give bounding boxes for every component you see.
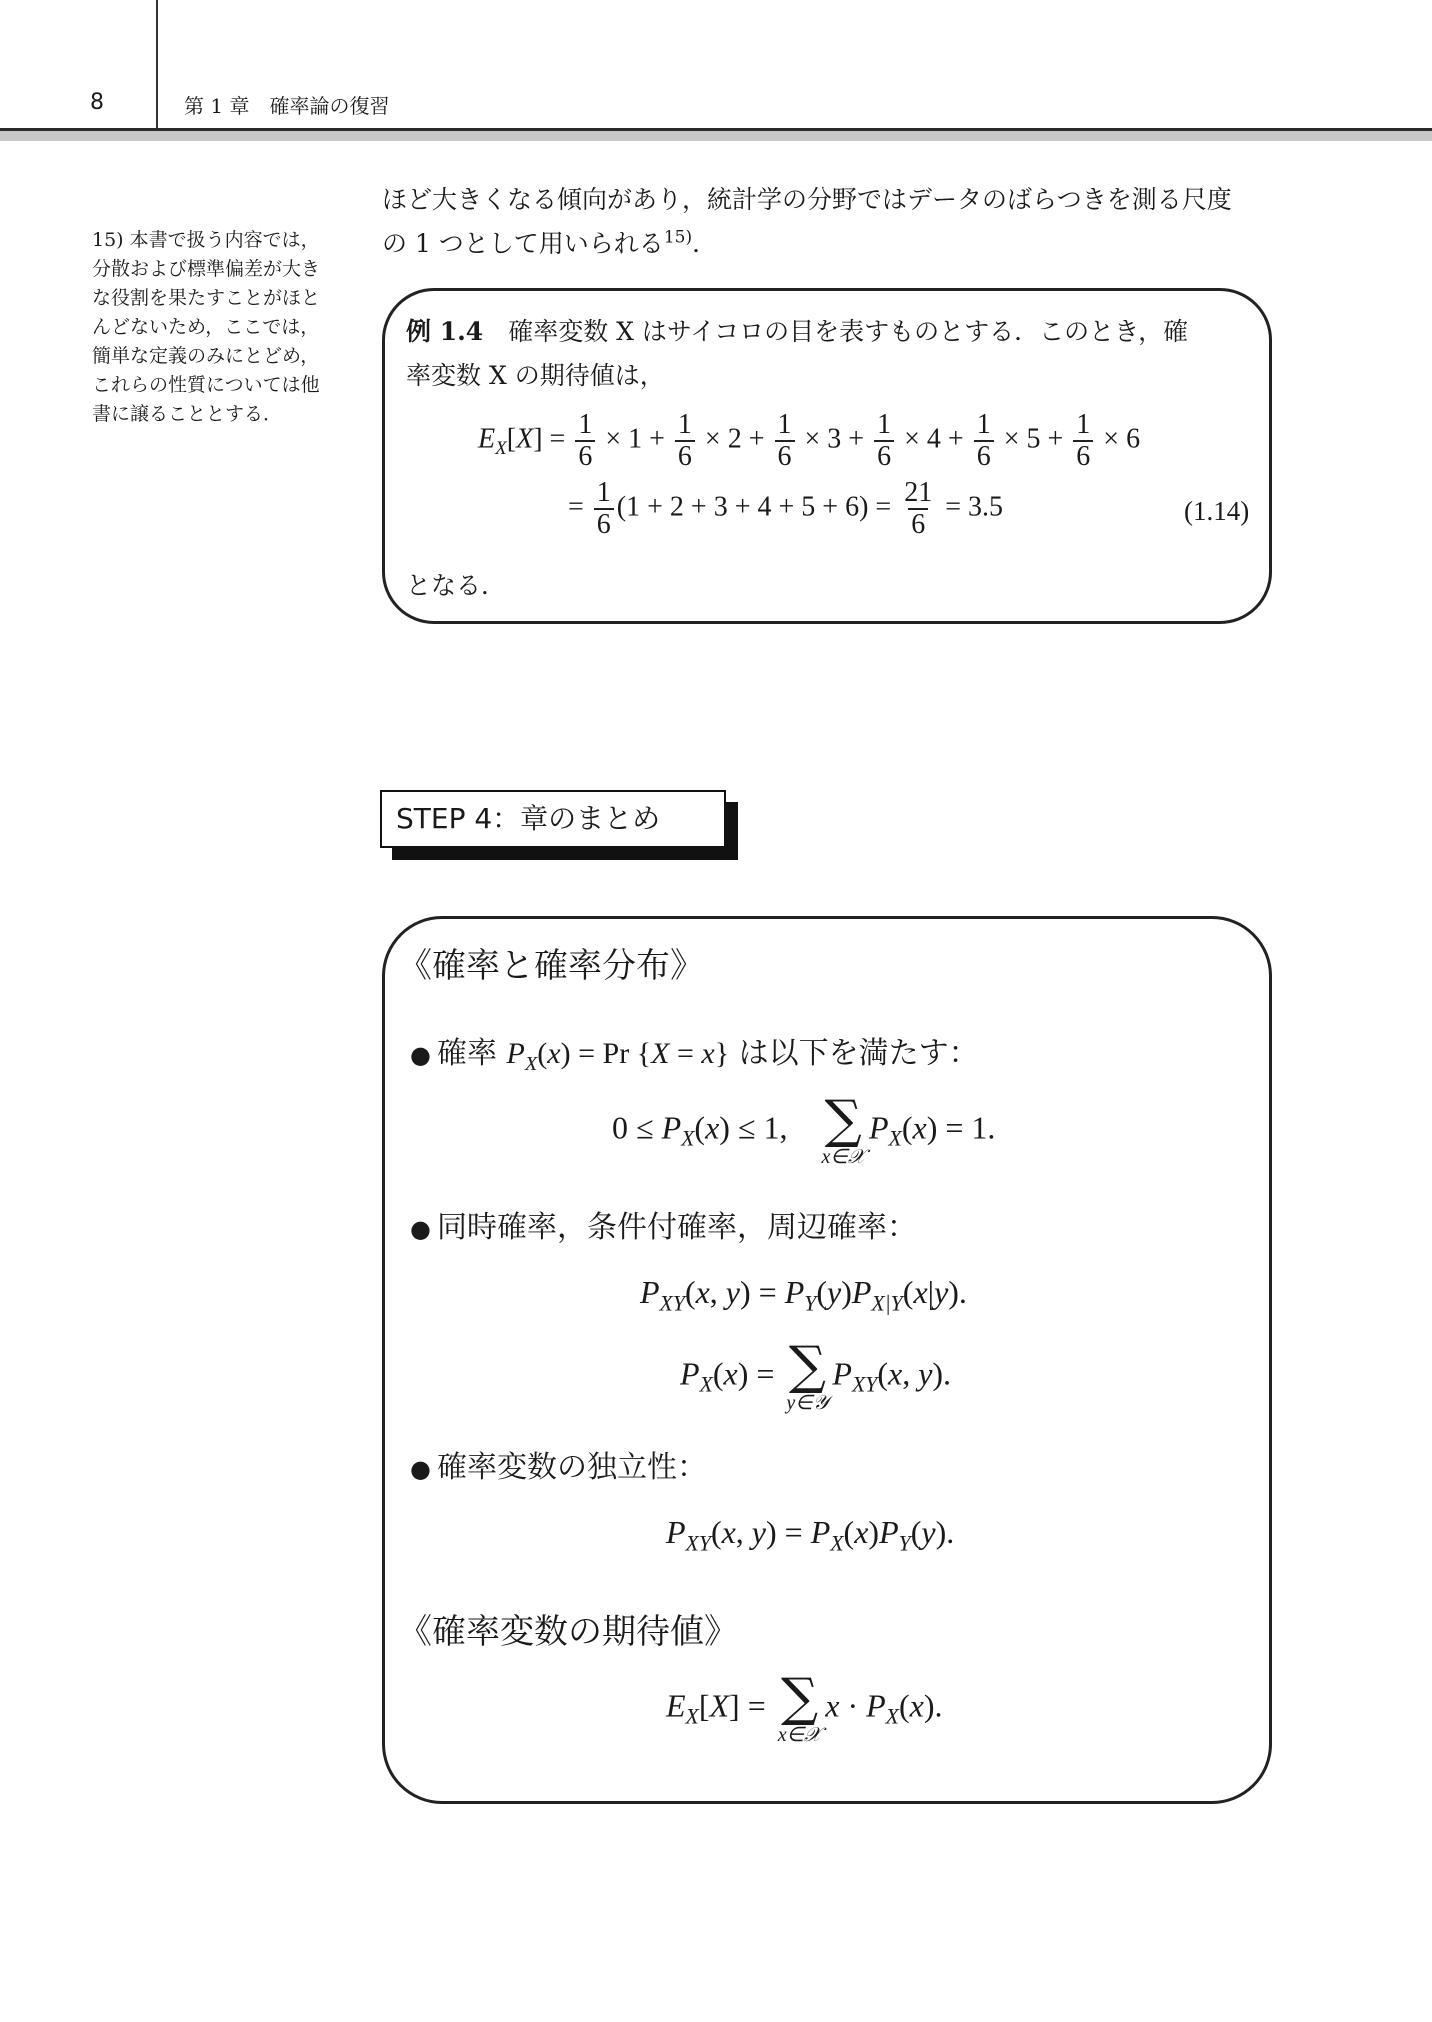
- running-head: 第 1 章 確率論の復習: [184, 94, 390, 118]
- expectation-equation-line-1: $E_X[X]$ = $\frac{1}{6}$ × 1 + $\frac{1}{6}$ × 2 + $\frac{1}{6}$ × 3 + $\frac{1}{6}$ × 4 + $\frac{1}{6}$ × 5 + $\frac{1}{6}$ × 6: [478, 409, 1141, 472]
- body-line-1: ほど大きくなる傾向があり，統計学の分野ではデータのばらつきを測る尺度: [382, 185, 1232, 214]
- bullet-dot: ●: [410, 1215, 431, 1243]
- conditional-probability-equation: $P_{XY}(x$, $y) = P_Y(y)P_{X|Y}(x|y)$.: [640, 1274, 967, 1316]
- bullet-1-suffix: は以下を満たす：: [738, 1036, 979, 1071]
- expectation-equation-line-2: = $\frac{1}{6}$ (1 + 2 + 3 + 4 + 5 + 6) = $\frac{21}{6}$ = 3.5: [568, 477, 1003, 540]
- equation-number: (1.14): [1184, 496, 1250, 526]
- margin-footnote: 15) 本書で扱う内容では，分散および標準偏差が大きな役割を果たすことがほとんどないため，ここでは，簡単な定義のみにとどめ，これらの性質については他書に譲ることとする．: [92, 229, 321, 425]
- example-label: 例 1.4: [406, 317, 484, 346]
- body-line-2-text: の 1 つとして用いられる: [382, 229, 664, 258]
- example-closing: となる．: [406, 571, 507, 600]
- bullet-2-text: 同時確率，条件付確率，周辺確率：: [436, 1210, 917, 1245]
- footnote-ref: 15): [663, 227, 693, 248]
- bullet-independence: [410, 1442, 707, 1486]
- example-line-2: 率変数 X の期待値は，: [406, 361, 665, 390]
- independence-equation: $P_{XY}(x$, $y) = P_X(x)P_Y(y)$.: [666, 1514, 955, 1556]
- page-number: 8: [90, 90, 104, 115]
- bullet-joint-conditional: [410, 1202, 917, 1246]
- bullet-dot: ●: [410, 1455, 431, 1483]
- example-text-1: 確率変数 X はサイコロの目を表すものとする．このとき，確: [508, 317, 1189, 346]
- section-heading-probability: 《確率と確率分布》: [398, 946, 704, 986]
- step-heading: STEP 4：章のまとめ: [380, 790, 726, 848]
- bullet-dot: ●: [410, 1041, 431, 1069]
- expectation-definition-equation: $E_X[X]$ = ∑ x∈𝒳 $x \cdot P_X(x)$.: [666, 1668, 943, 1746]
- bullet-1-prefix: 確率: [436, 1036, 497, 1071]
- body-line-2-end: ．: [692, 229, 718, 258]
- section-heading-expectation: 《確率変数の期待値》: [398, 1612, 738, 1652]
- header-gray-band: [0, 131, 1432, 141]
- example-line-1: [406, 312, 1256, 348]
- header-vertical-rule: [156, 0, 158, 128]
- marginal-probability-equation: $P_X(x)$ = ∑ y∈𝒴 $P_{XY}(x$, y).: [680, 1336, 952, 1414]
- bullet-3-text: 確率変数の独立性：: [436, 1450, 707, 1485]
- body-line-2: [382, 222, 717, 266]
- probability-axioms-equation: $0 \le P_X(x) \le 1$, ∑ x∈𝒳 $P_X(x) = 1$.: [612, 1090, 996, 1168]
- bullet-probability: ● 確率 $P_X(x) = Pr$ {X = x} は以下を満たす：: [410, 1036, 979, 1075]
